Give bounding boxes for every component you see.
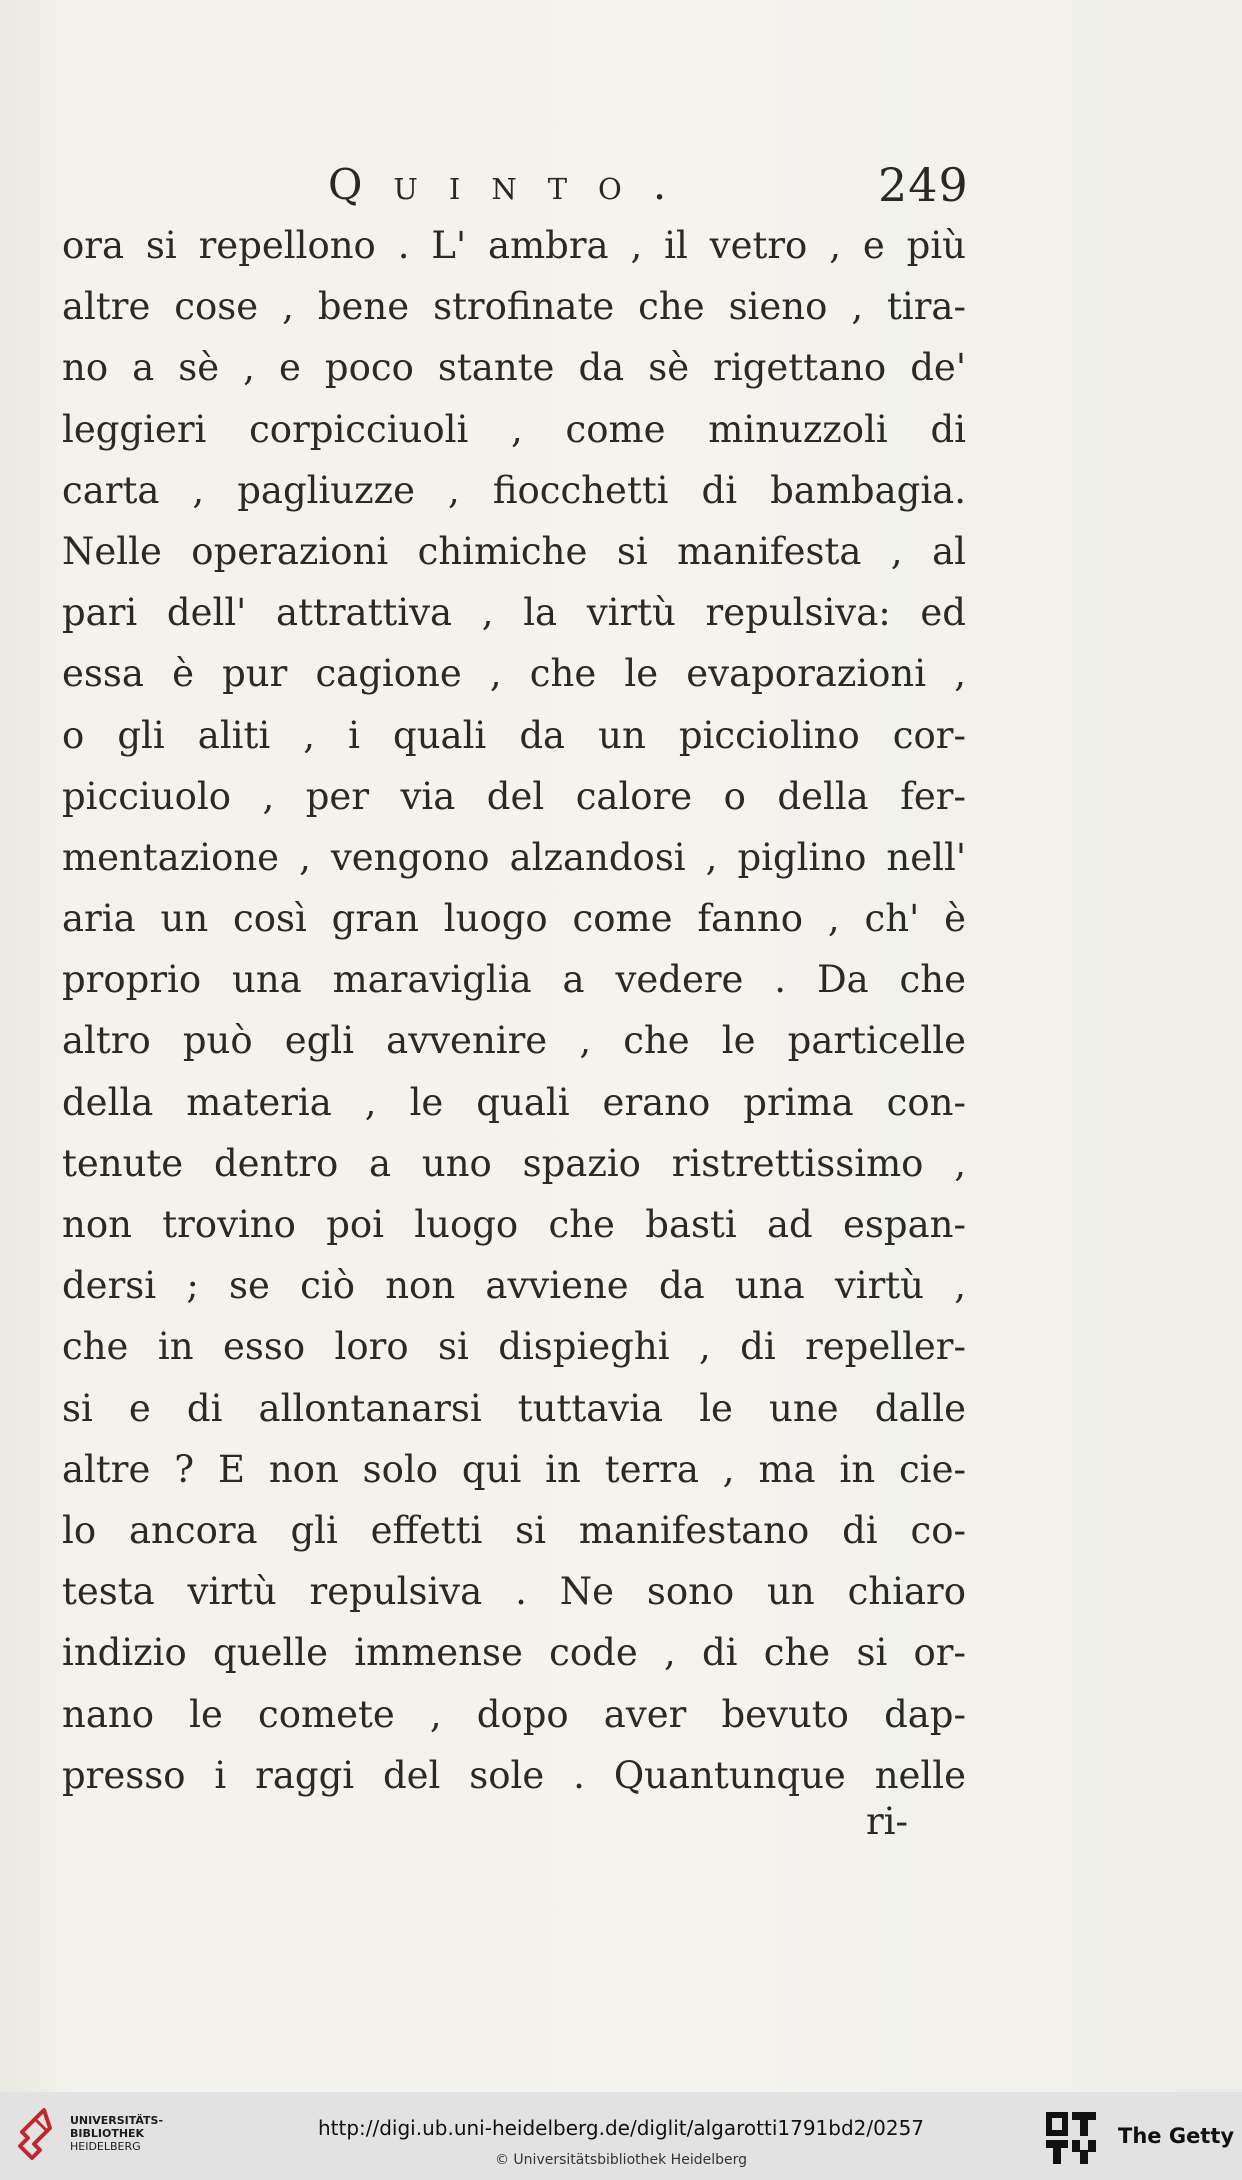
text-line: leggieri corpicciuoli , come minuzzoli di <box>62 407 966 451</box>
page-number: 249 <box>878 158 969 212</box>
text-line: picciuolo , per via del calore o della fer- <box>62 774 966 818</box>
library-name-line: BIBLIOTHEK <box>70 2127 145 2140</box>
text-line: ora si repellono . L' ambra , il vetro , e più <box>62 224 966 267</box>
text-line: pari dell' attrattiva , la virtù repulsiva: ed <box>62 591 966 635</box>
text-line: carta , pagliuzze , fiocchetti di bambagia. <box>62 468 966 512</box>
text-line: nano le comete , dopo aver bevuto dap- <box>62 1692 966 1736</box>
permalink-url[interactable]: http://digi.ub.uni-heidelberg.de/diglit/algarotti1791bd2/0257 <box>317 2116 925 2140</box>
text-line: lo ancora gli effetti si manifestano di co- <box>62 1508 966 1552</box>
text-line: mentazione , vengono alzandosi , piglino nell' <box>62 835 966 879</box>
page-header <box>0 150 1242 220</box>
text-line: presso i raggi del sole . Quantunque nelle <box>62 1753 966 1797</box>
footer-bar <box>0 2092 1242 2180</box>
text-line: no a sè , e poco stante da sè rigettano de' <box>62 346 966 390</box>
library-name-line: HEIDELBERG <box>70 2140 141 2153</box>
catchword: ri- <box>866 1800 909 1843</box>
text-line: non trovino poi luogo che basti ad espan- <box>62 1203 966 1246</box>
text-line: indizio quelle immense code , di che si or- <box>62 1631 966 1675</box>
text-line: proprio una maraviglia a vedere . Da che <box>62 958 966 1002</box>
text-line: altre ? E non solo qui in terra , ma in cie- <box>62 1447 966 1491</box>
partner-name: The Getty <box>1118 2124 1235 2148</box>
text-line: testa virtù repulsiva . Ne sono un chiaro <box>62 1570 966 1614</box>
text-line: o gli aliti , i quali da un picciolino cor- <box>62 713 966 757</box>
body-text <box>62 215 966 1806</box>
text-line: della materia , le quali erano prima con- <box>62 1080 966 1124</box>
library-name-line: UNIVERSITÄTS- <box>70 2114 164 2127</box>
copyright-notice: © Universitätsbibliothek Heidelberg <box>494 2152 747 2168</box>
text-line: altro può egli avvenire , che le particelle <box>62 1019 966 1063</box>
running-head: Quinto. <box>328 160 698 209</box>
text-line: tenute dentro a uno spazio ristrettissimo , <box>62 1141 966 1185</box>
text-line: Nelle operazioni chimiche si manifesta , al <box>62 529 966 573</box>
text-line: si e di allontanarsi tuttavia le une dalle <box>62 1386 966 1430</box>
text-line: dersi ; se ciò non avviene da una virtù , <box>62 1264 966 1308</box>
text-line: essa è pur cagione , che le evaporazioni , <box>62 652 966 696</box>
text-line: altre cose , bene strofinate che sieno , tira- <box>62 285 966 329</box>
text-line: che in esso loro si dispieghi , di repeller- <box>62 1325 966 1369</box>
text-line: aria un così gran luogo come fanno , ch' è <box>62 897 966 941</box>
getty-logo-icon <box>1044 2110 1098 2166</box>
